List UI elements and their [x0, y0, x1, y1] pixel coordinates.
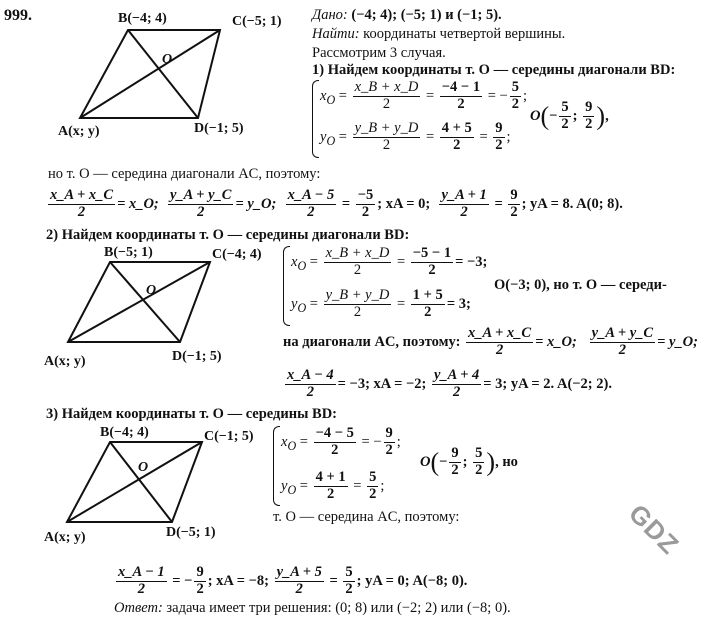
case1-point-o: O(− $\frac{5}{2}$ ; $\frac{9}{2}$ ),: [530, 99, 609, 132]
case1-equations-row: $\frac{x\_A + x\_C}{2}$ = x_O; $\frac{y\_A + y\_C}{2}$ = y_O; $\frac{x\_A - 5}{2}$ = $\frac{-5}{2}$ ; xA = 0; $\frac{y\_A + 1}{2}$ = $\frac{9}{2}$ ; yA = 8. A(0; 8).: [50, 187, 623, 220]
case3-brace: [273, 426, 280, 506]
case2-brace: [283, 246, 290, 326]
case1-but-line: но т. O — середина диагонали AC, поэтому:: [48, 166, 321, 182]
answer-line: Ответ: задача имеет три решения: (0; 8) или (−2; 2) или (−8; 0).: [114, 600, 511, 616]
fig3-label-a: A(x; y): [44, 530, 86, 545]
parallelogram-figure-1: [50, 8, 300, 138]
fig3-label-d: D(−5; 1): [166, 525, 216, 540]
case3-heading: 3) Найдем координаты т. O — середины BD:: [46, 406, 338, 422]
fig2-label-a: A(x; y): [44, 354, 86, 369]
problem-number: 999.: [4, 7, 32, 24]
fig1-label-o: O: [162, 52, 173, 67]
given-line: Дано: (−4; 4); (−5; 1) и (−1; 5).: [312, 7, 502, 23]
find-line: Найти: координаты четвертой вершины.: [312, 26, 566, 42]
fig1-label-c: C(−5; 1): [232, 14, 282, 29]
case3-result-row: $\frac{x\_A - 1}{2}$ = − $\frac{9}{2}$ ; xA = −8; $\frac{y\_A + 5}{2}$ = $\frac{5}{2}$ ; yA = 0; A(−8; 0).: [118, 564, 468, 597]
svg-text:GDZ: GDZ: [623, 498, 686, 561]
fig3-label-o: O: [138, 460, 149, 475]
case2-result-row: $\frac{x\_A - 4}{2}$ = −3; xA = −2; $\frac{y\_A + 4}{2}$ = 3; yA = 2. A(−2; 2).: [287, 367, 612, 400]
case3-xo-equation: $x_O$ = $\frac{-4 - 5}{2}$ = − $\frac{9}{2}$ ;: [281, 425, 401, 458]
case3-point-o: O(− $\frac{9}{2}$ ; $\frac{5}{2}$ ), но: [420, 445, 518, 478]
case1-yo-equation: $y_O$ = $\frac{y\_B + y\_D}{2}$ = $\frac{4 + 5}{2}$ = $\frac{9}{2}$ ;: [320, 120, 511, 153]
fig2-label-d: D(−1; 5): [172, 349, 222, 364]
case3-yo-equation: $y_O$ = $\frac{4 + 1}{2}$ = $\frac{5}{2}$ ;: [281, 469, 385, 502]
case1-heading: 1) Найдем координаты т. O — середины диагонали BD:: [312, 62, 676, 78]
case2-point-o: O(−3; 0), но т. O — середи-: [494, 277, 667, 293]
case2-xo-equation: $x_O$ = $\frac{x\_B + x\_D}{2}$ = $\frac{-5 - 1}{2}$ = −3;: [291, 245, 488, 278]
parallelogram-figure-3: [42, 424, 282, 548]
case1-xo-equation: $x_O$ = $\frac{x\_B + x\_D}{2}$ = $\frac{-4 - 1}{2}$ = − $\frac{5}{2}$ ;: [320, 79, 527, 112]
case2-yo-equation: $y_O$ = $\frac{y\_B + y\_D}{2}$ = $\frac{1 + 5}{2}$ = 3;: [291, 287, 471, 320]
fig1-label-b: B(−4; 4): [118, 11, 167, 26]
parallelogram-figure-2: [40, 244, 280, 370]
fig3-label-c: C(−1; 5): [204, 429, 254, 444]
fig3-label-b: B(−4; 4): [100, 425, 149, 440]
fig1-label-a: A(x; y): [58, 124, 100, 138]
case3-ac-line: т. O — середина AC, поэтому:: [273, 509, 460, 525]
fig1-label-d: D(−1; 5): [194, 121, 244, 136]
case2-diag-row: на диагонали AC, поэтому: $\frac{x\_A + x\_C}{2}$ = x_O; $\frac{y\_A + y\_C}{2}$ = y_O;: [283, 325, 698, 358]
consider-line: Рассмотрим 3 случая.: [312, 45, 446, 61]
fig2-label-c: C(−4; 4): [212, 247, 262, 262]
fig2-label-b: B(−5; 1): [104, 245, 153, 260]
watermark-logo: [612, 495, 692, 565]
case1-brace: [312, 80, 319, 158]
fig2-label-o: O: [146, 283, 157, 298]
case2-heading: 2) Найдем координаты т. O — середины диагонали BD:: [46, 227, 410, 243]
